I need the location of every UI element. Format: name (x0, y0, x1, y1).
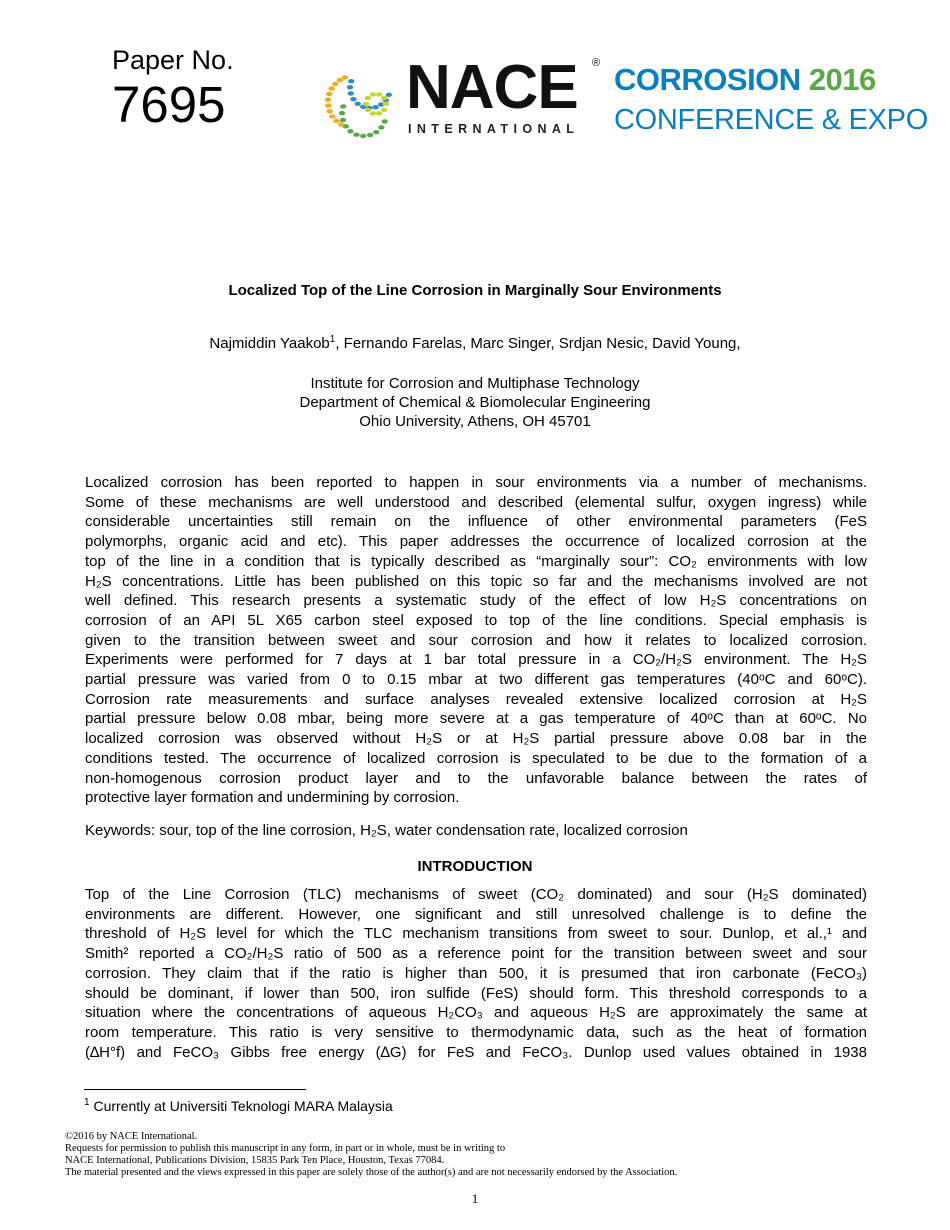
logo-dot (333, 119, 339, 123)
copyright-line: ©2016 by NACE International. (65, 1131, 198, 1142)
logo-dot (363, 102, 369, 106)
intro-line: should be dominant, if lower than 500, iron sulfide (FeS) should form. This threshold corresponds to a (85, 984, 867, 1002)
logo-dot (329, 114, 335, 118)
logo-dot (386, 93, 392, 97)
footnote (84, 1098, 393, 1114)
keywords: Keywords: sour, top of the line corrosion, H₂S, water condensation rate, localized corrosion (85, 822, 688, 839)
logo-dot (339, 111, 345, 115)
affiliation-line: Ohio University, Athens, OH 45701 (359, 413, 591, 430)
copyright-line: The material presented and the views expressed in this paper are solely those of the author(s) and are not necessarily endorsed by the Association. (65, 1167, 678, 1179)
logo-dot (325, 103, 331, 107)
introduction-body (85, 885, 867, 1062)
abstract-line: partial pressure was varied from 0 to 0.15 mbar at two different gas temperatures (40ᵒC and 60ᵒC). (85, 671, 867, 689)
intro-line: room temperature. This ratio is very sensitive to thermodynamic data, such as the heat of formation (85, 1023, 867, 1041)
abstract-line: partial pressure below 0.08 mbar, being more severe at a gas temperature of 40ᵒC than at 60ᵒC. No (85, 710, 867, 728)
logo-dot (365, 96, 371, 100)
logo-dot (370, 111, 376, 115)
logo-dot (326, 92, 332, 96)
abstract-line: top of the line in a condition that is typically described as “marginally sour”: CO₂ environments with low (85, 552, 867, 570)
abstract-line: conditions tested. The occurrence of localized corrosion is speculated to be due to the formation of a (85, 749, 867, 767)
paper-title: Localized Top of the Line Corrosion in Marginally Sour Environments (228, 282, 722, 299)
logo-dot (325, 98, 331, 102)
abstract-line: Corrosion rate measurements and surface analyses revealed extensive localized corrosion at H₂S (85, 690, 867, 708)
footnote-text: Currently at Universiti Teknologi MARA Malaysia (93, 1098, 393, 1114)
intro-line: situation where the concentrations of aqueous H₂CO₃ and aqueous H₂S are approximately the same at (85, 1004, 867, 1022)
logo-dot (376, 92, 382, 96)
logo-dot (338, 122, 344, 126)
logo-dot (365, 108, 371, 112)
paper-label: Paper No. (112, 45, 234, 75)
logo-dot (347, 85, 353, 89)
author-footnote-mark: 1 (329, 334, 336, 345)
logo-dot (355, 102, 361, 106)
footnote-mark: 1 (84, 1097, 90, 1108)
corrosion-year: 2016 (808, 62, 876, 97)
intro-line: environments are different. However, one significant and still unresolved challenge is to define the (85, 905, 867, 923)
abstract-line: Experiments were performed for 7 days at 1 bar total pressure in a CO₂/H₂S environment. The H₂S (85, 651, 867, 669)
abstract-line: localized corrosion was observed without H₂S or at H₂S partial pressure above 0.08 bar in the (85, 730, 867, 748)
logo-dot (353, 133, 359, 137)
abstract-line: Some of these mechanisms are well understood and described (elemental sulfur, oxygen ingress) while (85, 493, 867, 511)
logo-dot (370, 92, 376, 96)
nace-logo-icon (324, 64, 408, 140)
copyright-notice (65, 1131, 677, 1179)
logo-dot (340, 104, 346, 108)
logo-dot (360, 134, 366, 138)
copyright-line: NACE International, Publications Division, 15835 Park Ten Place, Houston, Texas 77084. (65, 1155, 445, 1167)
logo-dot (348, 91, 354, 95)
abstract-line: considerable uncertainties still remain on the influence of other environmental parameters (FeS (85, 513, 867, 531)
corrosion-2016-logo (614, 63, 876, 97)
paper-number: 7695 (112, 76, 226, 133)
logo-dot (381, 96, 387, 100)
other-authors: , Fernando Farelas, Marc Singer, Srdjan Nesic, David Young, (335, 335, 741, 352)
author-list (0, 335, 950, 352)
logo-dot (342, 75, 348, 79)
registered-mark: ® (592, 57, 601, 69)
logo-dot (382, 119, 388, 123)
footnote-divider (84, 1089, 306, 1090)
logo-dot (348, 79, 354, 83)
conference-expo-label: CONFERENCE & EXPO (614, 104, 928, 136)
affiliation-line: Department of Chemical & Biomolecular Engineering (299, 394, 651, 411)
abstract-line: given to the transition between sweet and sour corrosion and how it relates to localized corrosion. (85, 631, 867, 649)
affiliation-line: Institute for Corrosion and Multiphase Technology (310, 375, 640, 392)
logo-dot (350, 97, 356, 101)
logo-dot (376, 111, 382, 115)
logo-dot (383, 102, 389, 106)
logo-dot (340, 118, 346, 122)
intro-line: Smith² reported a CO₂/H₂S ratio of 500 as a reference point for the transition between sweet and sour (85, 945, 867, 963)
abstract-line: Localized corrosion has been reported to happen in sour environments via a number of mechanisms. (85, 474, 867, 491)
intro-line: threshold of H₂S level for which the TLC mechanism transitions from sweet to sour. Dunlop, et al.,¹ and (85, 925, 867, 943)
logo-dot (327, 109, 333, 113)
logo-dot (381, 108, 387, 112)
logo-dot (337, 78, 343, 82)
logo-dot (347, 129, 353, 133)
logo-dot (329, 86, 335, 90)
intro-line: corrosion. They claim that if the ratio is higher than 500, it is presumed that iron carbonate (FeCO₃) (85, 964, 867, 982)
intro-line: (∆H°f) and FeCO₃ Gibbs free energy (∆G) for FeS and FeCO₃. Dunlop used values obtained in 1938 (85, 1043, 867, 1061)
logo-dot (332, 82, 338, 86)
logo-dot (372, 105, 378, 109)
logo-dot (367, 133, 373, 137)
abstract-line: well defined. This research presents a systematic study of the effect of low H₂S concentrations on (85, 592, 867, 610)
first-author: Najmiddin Yaakob (209, 335, 330, 352)
nace-wordmark: NACE (406, 53, 578, 122)
corrosion-word: CORROSION (614, 62, 801, 97)
nace-international-label: INTERNATIONAL (408, 122, 580, 136)
abstract-line: non-homogenous corrosion product layer and to the unfavorable balance between the rates of (85, 769, 867, 787)
copyright-line: Requests for permission to publish this manuscript in any form, in part or in whole, must be in writing to (65, 1143, 506, 1155)
abstract (85, 473, 867, 808)
logo-dot (378, 125, 384, 129)
intro-line: Top of the Line Corrosion (TLC) mechanisms of sweet (CO₂ dominated) and sour (H₂S dominated) (85, 886, 867, 903)
abstract-line: protective layer formation and undermining by corrosion. (85, 789, 460, 807)
abstract-line: corrosion of an API 5L X65 carbon steel exposed to top of the line conditions. Special emphasis is (85, 611, 867, 629)
page-number: 1 (471, 1191, 479, 1206)
section-heading-introduction: INTRODUCTION (417, 858, 533, 875)
logo-dot (373, 130, 379, 134)
abstract-line: H₂S concentrations. Little has been published on this topic so far and the mechanisms involved are not (85, 572, 867, 590)
abstract-line: polymorphs, organic acid and etc). This paper addresses the occurrence of localized corrosion at the (85, 533, 867, 551)
affiliation (0, 374, 950, 431)
